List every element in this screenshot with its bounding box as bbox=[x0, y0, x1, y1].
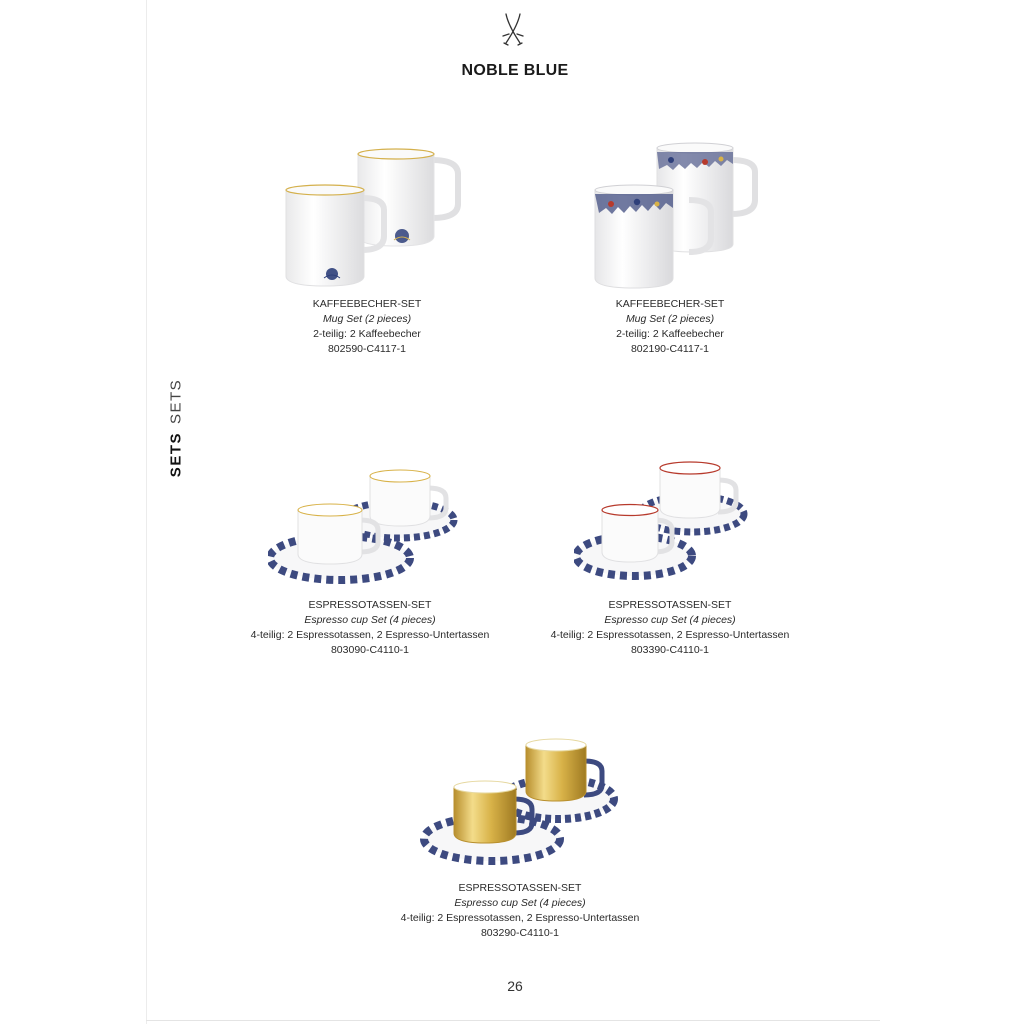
product-caption bbox=[535, 598, 805, 658]
product-espresso-set-white-gold bbox=[268, 460, 468, 590]
product-code: 803090-C4110-1 bbox=[330, 644, 410, 656]
product-code: 802590-C4117-1 bbox=[327, 343, 407, 355]
product-german: 4-teilig: 2 Espressotassen, 2 Espresso-Untertassen bbox=[250, 629, 490, 641]
page-number: 26 bbox=[507, 978, 523, 994]
product-german: 2-teilig: 2 Kaffeebecher bbox=[313, 328, 421, 340]
product-image bbox=[268, 460, 468, 590]
page-divider bbox=[146, 1020, 880, 1021]
section-side-label bbox=[168, 379, 185, 477]
product-german: 4-teilig: 2 Espressotassen, 2 Espresso-Untertassen bbox=[550, 629, 790, 641]
product-name: KAFFEEBECHER-SET bbox=[615, 298, 725, 310]
product-english: Espresso cup Set (4 pieces) bbox=[604, 614, 736, 626]
page-title: NOBLE BLUE bbox=[461, 62, 569, 79]
product-image bbox=[574, 458, 754, 588]
product-mug-set-floral bbox=[585, 138, 765, 293]
crossed-swords-icon bbox=[499, 12, 527, 46]
product-english: Espresso cup Set (4 pieces) bbox=[304, 614, 436, 626]
product-name: ESPRESSOTASSEN-SET bbox=[308, 599, 432, 611]
product-german: 2-teilig: 2 Kaffeebecher bbox=[616, 328, 724, 340]
product-caption bbox=[385, 881, 655, 941]
product-code: 803290-C4110-1 bbox=[480, 927, 560, 939]
product-image bbox=[420, 735, 620, 875]
product-caption bbox=[560, 297, 780, 357]
product-caption bbox=[262, 297, 472, 357]
product-german: 4-teilig: 2 Espressotassen, 2 Espresso-Untertassen bbox=[400, 912, 640, 924]
product-english: Mug Set (2 pieces) bbox=[322, 313, 412, 325]
product-english: Mug Set (2 pieces) bbox=[625, 313, 715, 325]
product-english: Espresso cup Set (4 pieces) bbox=[454, 897, 586, 909]
page-edge bbox=[146, 0, 147, 1024]
product-image bbox=[585, 138, 765, 293]
section-label-light: SETS bbox=[167, 378, 185, 424]
section-label-bold: SETS bbox=[167, 432, 185, 478]
product-mug-set-gold bbox=[270, 140, 470, 290]
product-code: 803390-C4110-1 bbox=[630, 644, 710, 656]
product-code: 802190-C4117-1 bbox=[630, 343, 710, 355]
product-name: ESPRESSOTASSEN-SET bbox=[608, 599, 732, 611]
product-name: KAFFEEBECHER-SET bbox=[312, 298, 422, 310]
product-espresso-set-gold bbox=[420, 735, 620, 875]
product-name: ESPRESSOTASSEN-SET bbox=[458, 882, 582, 894]
product-espresso-set-white-red bbox=[574, 458, 754, 588]
product-caption bbox=[235, 598, 505, 658]
product-image bbox=[270, 140, 470, 290]
